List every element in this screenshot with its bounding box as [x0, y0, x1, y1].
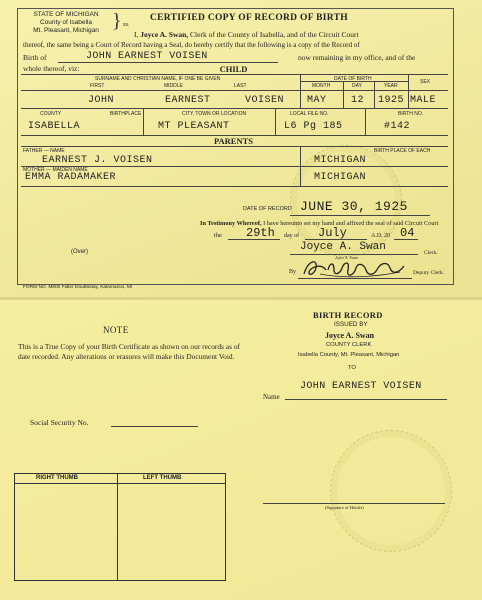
child-first-name: JOHN	[88, 95, 115, 106]
child-middle-name: EARNEST	[165, 95, 211, 106]
city-name: Mt. Pleasant, Michigan	[33, 27, 99, 34]
state-label: STATE OF MICHIGAN	[33, 11, 99, 18]
intro-line-1	[134, 30, 359, 39]
intro-i: I,	[134, 30, 139, 39]
birthplace-each-label: BIRTH PLACE OF EACH	[374, 148, 431, 154]
city-value: MT PLEASANT	[158, 121, 230, 132]
county-value: ISABELLA	[28, 121, 81, 132]
back-name-label: Name	[263, 393, 280, 401]
left-thumb-label: LEFT THUMB	[143, 475, 182, 481]
note-text: This is a True Copy of your Birth Certificate as shown on our records as of date recorded. Any alterations or erasures will make this Document Void.	[18, 342, 240, 361]
local-file-value: L6 Pg 185	[284, 121, 343, 132]
embossed-seal-bottom	[330, 430, 452, 552]
clerk-small-name: Joyce A. Swan	[335, 255, 359, 260]
birth-no-value: #142	[384, 121, 411, 132]
county-name: County of Isabella	[39, 19, 93, 26]
right-thumb-label: RIGHT THUMB	[36, 475, 78, 481]
jurisdiction-block	[21, 11, 111, 35]
parents-header: PARENTS	[213, 136, 254, 146]
date-of-record-value: JUNE 30, 1925	[300, 199, 408, 214]
middle-label: MIDDLE	[164, 83, 183, 89]
birth-year: 1925	[378, 95, 405, 106]
father-label: FATHER — NAME	[23, 148, 65, 154]
birth-of-value: JOHN EARNEST VOISEN	[86, 51, 208, 62]
by-label: By	[289, 269, 297, 275]
back-clerk-office: Isabella County, Mt. Pleasant, Michigan	[298, 352, 400, 358]
testimony-bold: In Testimony Whereof,	[200, 220, 262, 227]
deputy-signature	[300, 256, 410, 280]
county-label: COUNTY	[40, 111, 62, 117]
date-of-record-label: DATE OF RECORD	[243, 206, 292, 212]
city-label: CITY, TOWN OR LOCATION	[182, 111, 247, 117]
whole-thereof: whole thereof, viz:	[23, 64, 80, 73]
local-file-label: LOCAL FILE NO.	[290, 111, 329, 117]
ssn-label: Social Security No.	[30, 418, 89, 427]
name-header: SURNAME AND CHRISTIAN NAME, IF ONE BE GIVEN	[95, 76, 221, 82]
issued-by: ISSUED BY	[334, 321, 368, 328]
birth-of-label: Birth of	[23, 53, 47, 62]
birth-day: 12	[351, 95, 365, 106]
intro-line-2: thereof, the same being a Court of Record having a Seal, do hereby certify that the following is a copy of the Record of	[23, 41, 360, 49]
signature-of-holder-label: (Signature of Holder)	[325, 505, 364, 510]
father-birthplace: MICHIGAN	[314, 155, 367, 166]
child-last-name: VOISEN	[245, 95, 285, 106]
clerk-typed-name: Joyce A. Swan	[300, 241, 386, 253]
month-label: MONTH	[312, 83, 331, 89]
mother-name: EMMA RADAMAKER	[25, 172, 117, 183]
mother-label: MOTHER — MAIDEN NAME	[23, 167, 88, 173]
birthplace-label: BIRTHPLACE	[110, 111, 142, 117]
dob-header: DATE OF BIRTH	[334, 76, 372, 82]
day-value: 29th	[246, 226, 275, 240]
intro-text-1: Clerk of the County of Isabella, and of the Circuit Court	[190, 30, 359, 39]
month-value: July	[318, 226, 347, 240]
clerk-name: Joyce A. Swan,	[140, 30, 189, 39]
form-number: FORM NO. M800 Fidler Doubleday, Kalamazoo, MI	[23, 285, 133, 290]
intro-tail: now remaining in my office, and of the	[298, 53, 416, 62]
to-label: TO	[348, 365, 356, 371]
testimony-body: I have hereunto set my hand and affixed the seal of said Circuit Court	[263, 220, 439, 227]
birth-record-title: BIRTH RECORD	[313, 310, 383, 320]
certificate-title: CERTIFIED COPY OF RECORD OF BIRTH	[150, 13, 348, 23]
over-label: (Over)	[71, 249, 88, 255]
last-label: LAST	[234, 83, 247, 89]
day-of-label: day of	[284, 233, 300, 239]
deputy-clerk-label: Deputy Clerk.	[413, 270, 445, 276]
birth-month: MAY	[307, 95, 327, 106]
birth-no-label: BIRTH NO.	[398, 111, 424, 117]
ss-label: ss.	[123, 22, 130, 28]
father-name: EARNEST J. VOISEN	[42, 155, 153, 166]
sex-label: SEX	[420, 79, 431, 85]
back-clerk-name: Joyce A. Swan	[325, 331, 375, 340]
note-title: NOTE	[103, 325, 129, 335]
the-label: the	[214, 232, 222, 239]
ad-label: A.D. 20	[371, 233, 391, 239]
back-name-value: JOHN EARNEST VOISEN	[300, 381, 422, 392]
clerk-label: Clerk.	[424, 250, 438, 256]
year-label: YEAR	[384, 83, 398, 89]
bracket: }	[112, 10, 122, 32]
first-label: FIRST	[90, 83, 105, 89]
day-label: DAY	[352, 83, 362, 89]
ad-year: 04	[400, 226, 415, 240]
mother-birthplace: MICHIGAN	[314, 172, 367, 183]
child-header: CHILD	[219, 64, 248, 74]
child-sex: MALE	[410, 95, 437, 106]
thumbprint-box	[14, 473, 226, 581]
back-clerk-title: COUNTY CLERK	[326, 342, 372, 348]
